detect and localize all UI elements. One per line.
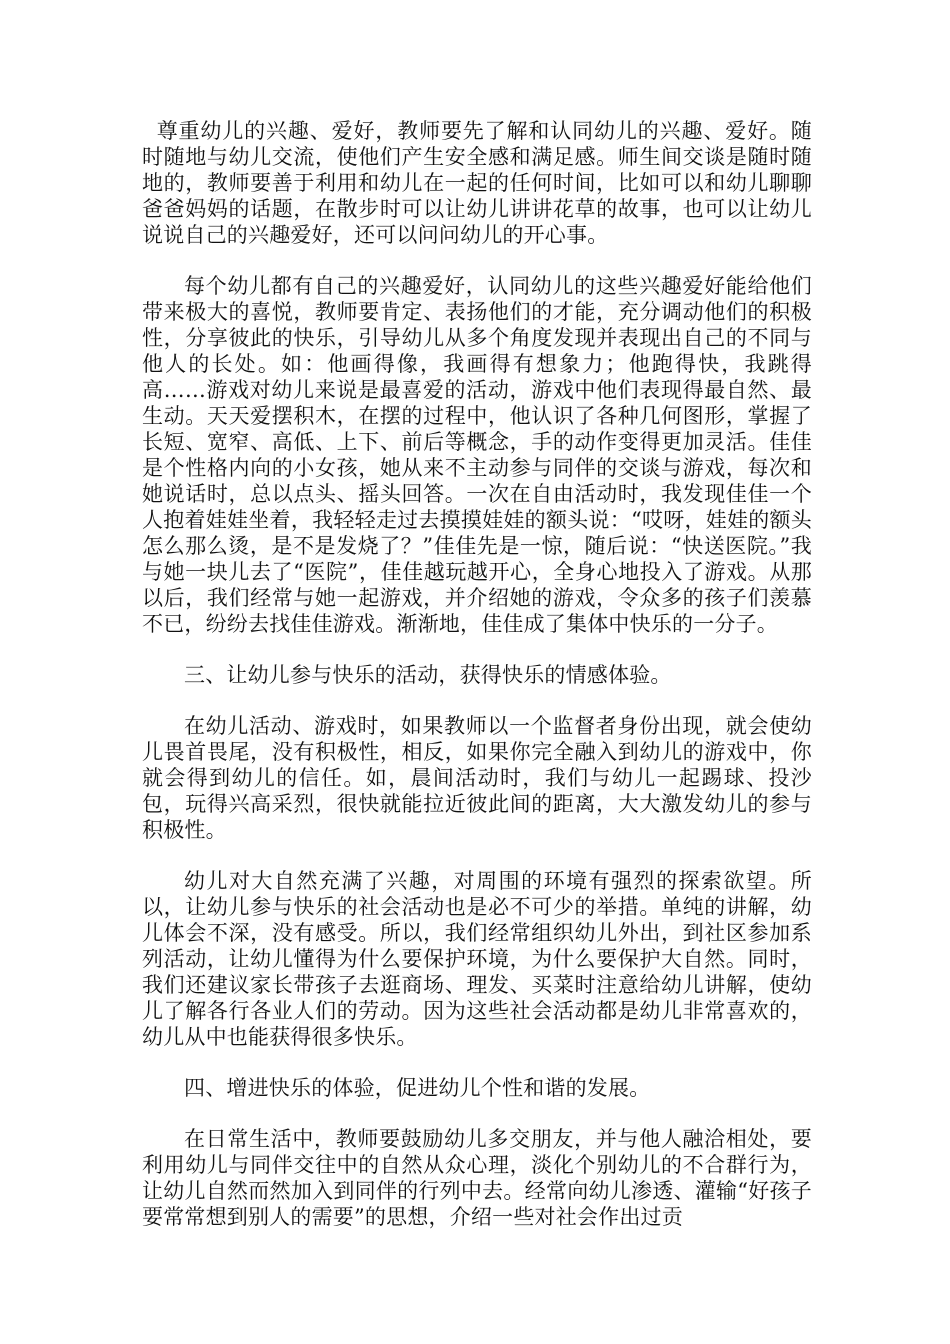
paragraph-hobbies-example: 每个幼儿都有自己的兴趣爱好，认同幼儿的这些兴趣爱好能给他们带来极大的喜悦，教师要肯定、表扬他们的才能，充分调动他们的积极性，分享彼此的快乐，引导幼儿从多个角度发现并表现出自己的不同与他人的长处。如：他画得像，我画得有想象力；他跑得快，我跳得高……游戏对幼儿来说是最喜爱的活动，游戏中他们表现得最自然、最生动。天天爱摆积木，在摆的过程中，他认识了各种几何图形，掌握了长短、宽窄、高低、上下、前后等概念，手的动作变得更加灵活。佳佳是个性格内向的小女孩，她从来不主动参与同伴的交谈与游戏，每次和她说话时，总以点头、摇头回答。一次在自由活动时，我发现佳佳一个人抱着娃娃坐着，我轻轻走过去摸摸娃娃的额头说：“哎呀，娃娃的额头怎么那么烫，是不是发烧了？”佳佳先是一惊，随后说：“快送医院。”我与她一块儿去了“医院”，佳佳越玩越开心，全身心地投入了游戏。从那以后，我们经常与她一起游戏，并介绍她的游戏，令众多的孩子们羡慕不已，纷纷去找佳佳游戏。渐渐地，佳佳成了集体中快乐的一分子。 bbox=[142, 274, 812, 636]
paragraph-interests: 尊重幼儿的兴趣、爱好，教师要先了解和认同幼儿的兴趣、爱好。随时随地与幼儿交流，使他们产生安全感和满足感。师生间交谈是随时随地的，教师要善于利用和幼儿在一起的任何时间，比如可以和幼儿聊聊爸爸妈妈的话题，在散步时可以让幼儿讲讲花草的故事，也可以让幼儿说说自己的兴趣爱好，还可以问问幼儿的开心事。 bbox=[142, 119, 812, 247]
paragraph-daily-life: 在日常生活中，教师要鼓励幼儿多交朋友，并与他人融洽相处，要利用幼儿与同伴交往中的自然从众心理，淡化个别幼儿的不合群行为，让幼儿自然而然加入到同伴的行列中去。经常向幼儿渗透、灌输“好孩子要常常想到别人的需要”的思想，介绍一些对社会作出过贡 bbox=[142, 1127, 812, 1229]
document-page bbox=[142, 118, 812, 1255]
paragraph-social-activities: 幼儿对大自然充满了兴趣，对周围的环境有强烈的探索欲望。所以，让幼儿参与快乐的社会活动也是必不可少的举措。单纯的讲解，幼儿体会不深，没有感受。所以，我们经常组织幼儿外出，到社区参加系列活动，让幼儿懂得为什么要保护环境，为什么要保护大自然。同时，我们还建议家长带孩子去逛商场、理发、买菜时注意给幼儿讲解，使幼儿了解各行各业人们的劳动。因为这些社会活动都是幼儿非常喜欢的，幼儿从中也能获得很多快乐。 bbox=[142, 869, 812, 1049]
section-heading-3: 三、让幼儿参与快乐的活动，获得快乐的情感体验。 bbox=[184, 663, 672, 687]
section-heading-4: 四、增进快乐的体验，促进幼儿个性和谐的发展。 bbox=[184, 1076, 651, 1100]
paragraph-teacher-role: 在幼儿活动、游戏时，如果教师以一个监督者身份出现，就会使幼儿畏首畏尾，没有积极性，相反，如果你完全融入到幼儿的游戏中，你就会得到幼儿的信任。如，晨间活动时，我们与幼儿一起踢球、投沙包，玩得兴高采烈，很快就能拉近彼此间的距离，大大激发幼儿的参与积极性。 bbox=[142, 714, 812, 842]
